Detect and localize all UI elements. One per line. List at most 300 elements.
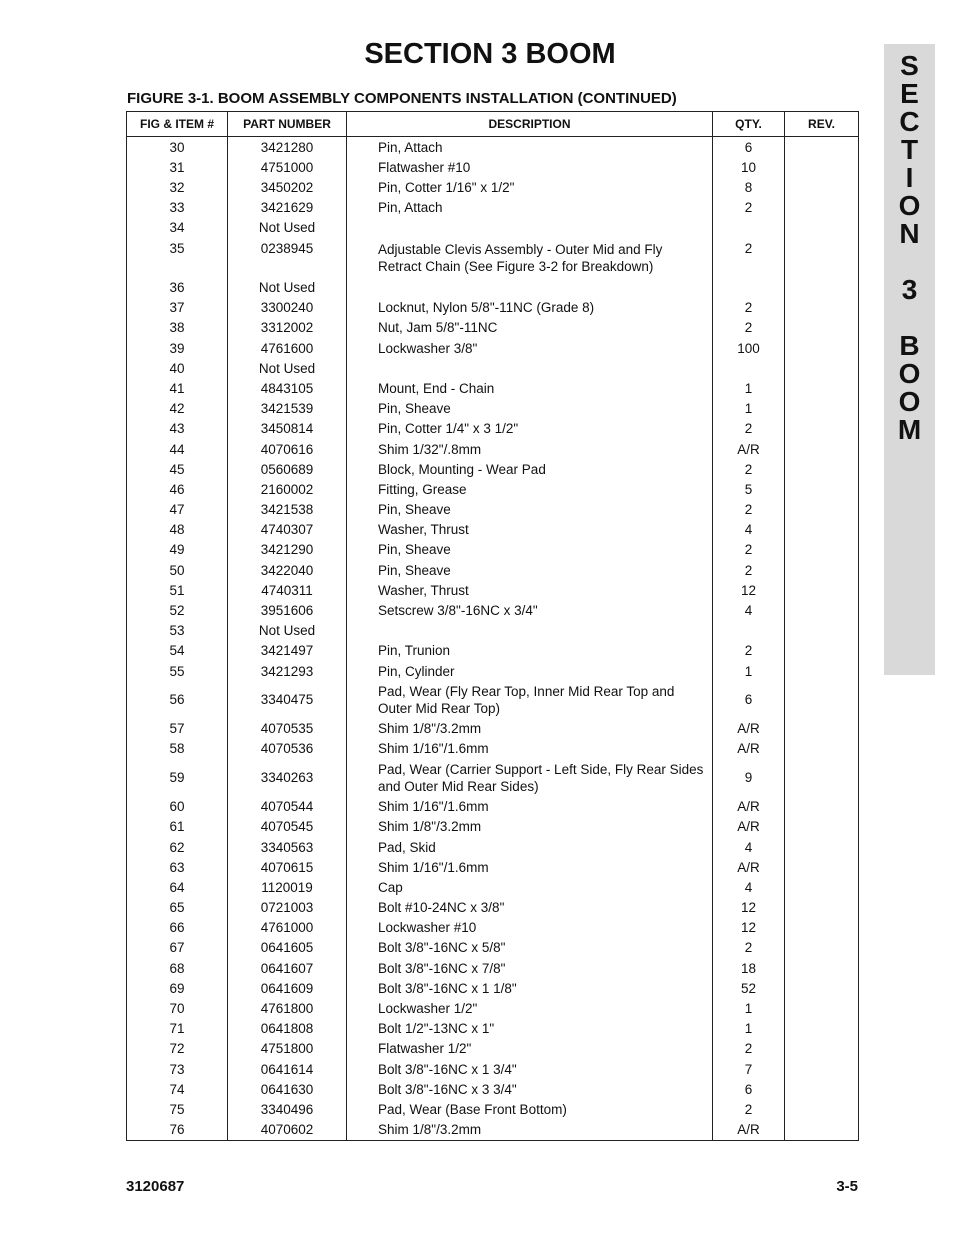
side-tab-letter: C — [899, 106, 920, 137]
rev-cell — [785, 157, 859, 177]
description-cell: Bolt 3/8"-16NC x 1 3/4" — [347, 1059, 713, 1079]
footer-page-number: 3-5 — [836, 1178, 858, 1195]
table-row — [127, 1059, 859, 1079]
rev-cell — [785, 520, 859, 540]
table-row — [127, 399, 859, 419]
description-cell: Shim 1/8"/3.2mm — [347, 1120, 713, 1141]
rev-cell — [785, 1059, 859, 1079]
table-row — [127, 500, 859, 520]
qty-cell: 2 — [713, 938, 785, 958]
item-cell: 42 — [127, 399, 228, 419]
description-cell: Lockwasher 3/8" — [347, 338, 713, 358]
qty-cell: 2 — [713, 540, 785, 560]
rev-cell — [785, 318, 859, 338]
description-cell — [347, 277, 713, 297]
table-header-row — [127, 112, 859, 137]
table-row — [127, 520, 859, 540]
description-cell: Bolt 3/8"-16NC x 3 3/4" — [347, 1079, 713, 1099]
table-row — [127, 998, 859, 1018]
qty-cell: 2 — [713, 1039, 785, 1059]
table-row — [127, 439, 859, 459]
description-cell: Bolt 1/2"-13NC x 1" — [347, 1019, 713, 1039]
description-cell: Pin, Sheave — [347, 540, 713, 560]
rev-cell — [785, 560, 859, 580]
qty-cell: 12 — [713, 918, 785, 938]
part-number-cell: 3340475 — [228, 681, 347, 719]
qty-cell: 2 — [713, 318, 785, 338]
item-cell: 35 — [127, 238, 228, 278]
table-row — [127, 1039, 859, 1059]
description-cell: Pin, Sheave — [347, 399, 713, 419]
qty-cell: A/R — [713, 817, 785, 837]
rev-cell — [785, 338, 859, 358]
side-tab-letter: O — [898, 190, 921, 221]
rev-cell — [785, 479, 859, 499]
qty-cell: 5 — [713, 479, 785, 499]
description-cell: Pin, Attach — [347, 137, 713, 158]
qty-cell: 2 — [713, 1099, 785, 1119]
item-cell: 30 — [127, 137, 228, 158]
qty-cell: 2 — [713, 500, 785, 520]
footer-doc-number: 3120687 — [126, 1178, 185, 1195]
column-header-item: FIG & ITEM # — [127, 112, 228, 137]
item-cell: 36 — [127, 277, 228, 297]
rev-cell — [785, 439, 859, 459]
side-tab-letter: 3 — [901, 274, 918, 305]
qty-cell: 2 — [713, 298, 785, 318]
item-cell: 46 — [127, 479, 228, 499]
description-cell: Shim 1/8"/3.2mm — [347, 719, 713, 739]
description-cell: Washer, Thrust — [347, 580, 713, 600]
description-cell: Bolt 3/8"-16NC x 1 1/8" — [347, 978, 713, 998]
table-row — [127, 198, 859, 218]
description-cell: Pad, Wear (Base Front Bottom) — [347, 1099, 713, 1119]
part-number-cell: 3421280 — [228, 137, 347, 158]
table-row — [127, 641, 859, 661]
table-row — [127, 580, 859, 600]
rev-cell — [785, 500, 859, 520]
rev-cell — [785, 198, 859, 218]
description-cell: Lockwasher #10 — [347, 918, 713, 938]
item-cell: 38 — [127, 318, 228, 338]
item-cell: 64 — [127, 877, 228, 897]
rev-cell — [785, 817, 859, 837]
rev-cell — [785, 739, 859, 759]
item-cell: 76 — [127, 1120, 228, 1141]
qty-cell: 1 — [713, 661, 785, 681]
description-cell: Pad, Wear (Carrier Support - Left Side, Fly Rear Sides and Outer Mid Rear Sides) — [347, 759, 713, 797]
side-tab-letter: E — [900, 78, 919, 109]
part-number-cell: 4843105 — [228, 378, 347, 398]
qty-cell: A/R — [713, 797, 785, 817]
item-cell: 56 — [127, 681, 228, 719]
item-cell: 51 — [127, 580, 228, 600]
rev-cell — [785, 978, 859, 998]
qty-cell: A/R — [713, 719, 785, 739]
table-row — [127, 600, 859, 620]
item-cell: 69 — [127, 978, 228, 998]
part-number-cell: 0641607 — [228, 958, 347, 978]
rev-cell — [785, 759, 859, 797]
table-row — [127, 719, 859, 739]
item-cell: 41 — [127, 378, 228, 398]
item-cell: 68 — [127, 958, 228, 978]
description-cell: Pad, Skid — [347, 837, 713, 857]
qty-cell: 2 — [713, 641, 785, 661]
table-row — [127, 1120, 859, 1141]
item-cell: 59 — [127, 759, 228, 797]
part-number-cell: 3421293 — [228, 661, 347, 681]
part-number-cell: 0641605 — [228, 938, 347, 958]
item-cell: 72 — [127, 1039, 228, 1059]
table-row — [127, 1079, 859, 1099]
table-row — [127, 958, 859, 978]
rev-cell — [785, 797, 859, 817]
part-number-cell: Not Used — [228, 277, 347, 297]
part-number-cell: Not Used — [228, 358, 347, 378]
item-cell: 48 — [127, 520, 228, 540]
parts-table — [126, 111, 859, 1141]
part-number-cell: 0238945 — [228, 238, 347, 278]
rev-cell — [785, 958, 859, 978]
qty-cell: 8 — [713, 177, 785, 197]
table-row — [127, 661, 859, 681]
side-tab-letter: T — [900, 134, 919, 165]
part-number-cell: 3450202 — [228, 177, 347, 197]
qty-cell: 4 — [713, 877, 785, 897]
part-number-cell: 0721003 — [228, 898, 347, 918]
description-cell: Nut, Jam 5/8"-11NC — [347, 318, 713, 338]
qty-cell: 6 — [713, 681, 785, 719]
side-tab-letter: M — [897, 414, 922, 445]
qty-cell: 18 — [713, 958, 785, 978]
qty-cell: 2 — [713, 560, 785, 580]
rev-cell — [785, 998, 859, 1018]
table-row — [127, 479, 859, 499]
rev-cell — [785, 137, 859, 158]
qty-cell: 4 — [713, 600, 785, 620]
qty-cell: A/R — [713, 439, 785, 459]
description-cell: Fitting, Grease — [347, 479, 713, 499]
part-number-cell: 3421629 — [228, 198, 347, 218]
description-cell — [347, 621, 713, 641]
rev-cell — [785, 661, 859, 681]
rev-cell — [785, 1019, 859, 1039]
part-number-cell: 3422040 — [228, 560, 347, 580]
table-row — [127, 918, 859, 938]
item-cell: 53 — [127, 621, 228, 641]
description-cell: Pin, Cylinder — [347, 661, 713, 681]
item-cell: 62 — [127, 837, 228, 857]
part-number-cell: 3300240 — [228, 298, 347, 318]
table-row — [127, 419, 859, 439]
table-row — [127, 157, 859, 177]
part-number-cell: 3951606 — [228, 600, 347, 620]
item-cell: 60 — [127, 797, 228, 817]
rev-cell — [785, 419, 859, 439]
rev-cell — [785, 238, 859, 278]
table-row — [127, 978, 859, 998]
part-number-cell: 4070544 — [228, 797, 347, 817]
qty-cell — [713, 218, 785, 238]
rev-cell — [785, 1099, 859, 1119]
qty-cell: A/R — [713, 857, 785, 877]
item-cell: 55 — [127, 661, 228, 681]
qty-cell — [713, 358, 785, 378]
item-cell: 61 — [127, 817, 228, 837]
rev-cell — [785, 177, 859, 197]
side-tab-letters — [884, 52, 935, 444]
table-row — [127, 797, 859, 817]
part-number-cell: 4740311 — [228, 580, 347, 600]
rev-cell — [785, 459, 859, 479]
part-number-cell: 0641630 — [228, 1079, 347, 1099]
item-cell: 74 — [127, 1079, 228, 1099]
description-cell: Pin, Attach — [347, 198, 713, 218]
qty-cell: A/R — [713, 739, 785, 759]
qty-cell: 6 — [713, 137, 785, 158]
qty-cell: 1 — [713, 998, 785, 1018]
item-cell: 32 — [127, 177, 228, 197]
parts-table-body — [127, 137, 859, 1141]
item-cell: 58 — [127, 739, 228, 759]
item-cell: 54 — [127, 641, 228, 661]
table-row — [127, 817, 859, 837]
rev-cell — [785, 277, 859, 297]
item-cell: 71 — [127, 1019, 228, 1039]
part-number-cell: 1120019 — [228, 877, 347, 897]
table-row — [127, 358, 859, 378]
item-cell: 66 — [127, 918, 228, 938]
table-row — [127, 938, 859, 958]
item-cell: 39 — [127, 338, 228, 358]
table-row — [127, 560, 859, 580]
rev-cell — [785, 1079, 859, 1099]
rev-cell — [785, 621, 859, 641]
part-number-cell: 4070615 — [228, 857, 347, 877]
item-cell: 57 — [127, 719, 228, 739]
table-row — [127, 378, 859, 398]
description-cell: Block, Mounting - Wear Pad — [347, 459, 713, 479]
rev-cell — [785, 540, 859, 560]
description-cell — [347, 218, 713, 238]
side-tab-letter: O — [898, 358, 921, 389]
table-row — [127, 137, 859, 158]
description-cell: Washer, Thrust — [347, 520, 713, 540]
part-number-cell: 3421539 — [228, 399, 347, 419]
part-number-cell: 4070535 — [228, 719, 347, 739]
qty-cell: 7 — [713, 1059, 785, 1079]
column-header-description: DESCRIPTION — [347, 112, 713, 137]
description-cell: Lockwasher 1/2" — [347, 998, 713, 1018]
qty-cell: 1 — [713, 1019, 785, 1039]
qty-cell — [713, 621, 785, 641]
description-cell: Flatwasher 1/2" — [347, 1039, 713, 1059]
rev-cell — [785, 681, 859, 719]
item-cell: 31 — [127, 157, 228, 177]
side-tab-letter: I — [905, 162, 914, 193]
table-row — [127, 338, 859, 358]
part-number-cell: 4761600 — [228, 338, 347, 358]
part-number-cell: 4070602 — [228, 1120, 347, 1141]
column-header-qty: QTY. — [713, 112, 785, 137]
part-number-cell: 2160002 — [228, 479, 347, 499]
item-cell: 44 — [127, 439, 228, 459]
item-cell: 34 — [127, 218, 228, 238]
qty-cell: 4 — [713, 520, 785, 540]
description-cell: Shim 1/32"/.8mm — [347, 439, 713, 459]
description-cell: Shim 1/8"/3.2mm — [347, 817, 713, 837]
description-cell: Pin, Sheave — [347, 560, 713, 580]
table-row — [127, 277, 859, 297]
side-tab-letter — [884, 248, 935, 276]
description-cell: Setscrew 3/8"-16NC x 3/4" — [347, 600, 713, 620]
description-cell: Bolt 3/8"-16NC x 7/8" — [347, 958, 713, 978]
part-number-cell: 3421290 — [228, 540, 347, 560]
description-cell: Pin, Cotter 1/4" x 3 1/2" — [347, 419, 713, 439]
side-tab-letter: B — [899, 330, 920, 361]
rev-cell — [785, 218, 859, 238]
part-number-cell: 0641614 — [228, 1059, 347, 1079]
table-row — [127, 540, 859, 560]
item-cell: 63 — [127, 857, 228, 877]
rev-cell — [785, 399, 859, 419]
table-row — [127, 877, 859, 897]
description-cell: Flatwasher #10 — [347, 157, 713, 177]
item-cell: 50 — [127, 560, 228, 580]
item-cell: 43 — [127, 419, 228, 439]
rev-cell — [785, 938, 859, 958]
item-cell: 47 — [127, 500, 228, 520]
part-number-cell: 3340496 — [228, 1099, 347, 1119]
item-cell: 52 — [127, 600, 228, 620]
description-cell: Pad, Wear (Fly Rear Top, Inner Mid Rear Top and Outer Mid Rear Top) — [347, 681, 713, 719]
part-number-cell: 0641808 — [228, 1019, 347, 1039]
rev-cell — [785, 898, 859, 918]
part-number-cell: 4740307 — [228, 520, 347, 540]
table-row — [127, 621, 859, 641]
item-cell: 49 — [127, 540, 228, 560]
description-cell: Pin, Cotter 1/16" x 1/2" — [347, 177, 713, 197]
side-tab-letter: O — [898, 386, 921, 417]
table-row — [127, 898, 859, 918]
qty-cell — [713, 277, 785, 297]
qty-cell: 2 — [713, 419, 785, 439]
description-cell: Shim 1/16"/1.6mm — [347, 739, 713, 759]
part-number-cell: 4761800 — [228, 998, 347, 1018]
table-row — [127, 218, 859, 238]
part-number-cell: 3312002 — [228, 318, 347, 338]
rev-cell — [785, 719, 859, 739]
qty-cell: 10 — [713, 157, 785, 177]
description-cell: Shim 1/16"/1.6mm — [347, 857, 713, 877]
part-number-cell: 3450814 — [228, 419, 347, 439]
qty-cell: 12 — [713, 580, 785, 600]
part-number-cell: 0560689 — [228, 459, 347, 479]
description-cell: Mount, End - Chain — [347, 378, 713, 398]
rev-cell — [785, 378, 859, 398]
table-row — [127, 459, 859, 479]
rev-cell — [785, 580, 859, 600]
description-cell: Shim 1/16"/1.6mm — [347, 797, 713, 817]
part-number-cell: Not Used — [228, 621, 347, 641]
part-number-cell: 4751800 — [228, 1039, 347, 1059]
part-number-cell: 3421497 — [228, 641, 347, 661]
rev-cell — [785, 358, 859, 378]
rev-cell — [785, 600, 859, 620]
rev-cell — [785, 1039, 859, 1059]
table-row — [127, 837, 859, 857]
qty-cell: 1 — [713, 399, 785, 419]
table-row — [127, 298, 859, 318]
description-cell: Locknut, Nylon 5/8"-11NC (Grade 8) — [347, 298, 713, 318]
rev-cell — [785, 877, 859, 897]
item-cell: 45 — [127, 459, 228, 479]
part-number-cell: 3421538 — [228, 500, 347, 520]
part-number-cell: 0641609 — [228, 978, 347, 998]
qty-cell: 4 — [713, 837, 785, 857]
description-cell: Pin, Trunion — [347, 641, 713, 661]
section-side-tab — [884, 44, 935, 675]
rev-cell — [785, 641, 859, 661]
qty-cell: 2 — [713, 238, 785, 278]
rev-cell — [785, 918, 859, 938]
part-number-cell: 4070536 — [228, 739, 347, 759]
rev-cell — [785, 837, 859, 857]
rev-cell — [785, 1120, 859, 1141]
qty-cell: 1 — [713, 378, 785, 398]
table-row — [127, 857, 859, 877]
part-number-cell: 3340563 — [228, 837, 347, 857]
part-number-cell: 4761000 — [228, 918, 347, 938]
item-cell: 73 — [127, 1059, 228, 1079]
table-row — [127, 681, 859, 719]
part-number-cell: 4070545 — [228, 817, 347, 837]
item-cell: 33 — [127, 198, 228, 218]
table-row — [127, 739, 859, 759]
figure-title: FIGURE 3-1. BOOM ASSEMBLY COMPONENTS INSTALLATION (CONTINUED) — [127, 90, 677, 107]
side-tab-letter: N — [899, 218, 920, 249]
part-number-cell: 3340263 — [228, 759, 347, 797]
description-cell: Bolt #10-24NC x 3/8" — [347, 898, 713, 918]
side-tab-letter — [884, 304, 935, 332]
table-row — [127, 759, 859, 797]
item-cell: 37 — [127, 298, 228, 318]
table-row — [127, 238, 859, 278]
qty-cell: 9 — [713, 759, 785, 797]
qty-cell: 12 — [713, 898, 785, 918]
item-cell: 67 — [127, 938, 228, 958]
part-number-cell: 4751000 — [228, 157, 347, 177]
part-number-cell: 4070616 — [228, 439, 347, 459]
description-cell: Pin, Sheave — [347, 500, 713, 520]
section-title: SECTION 3 BOOM — [364, 38, 616, 70]
qty-cell: 6 — [713, 1079, 785, 1099]
qty-cell: 2 — [713, 459, 785, 479]
item-cell: 75 — [127, 1099, 228, 1119]
side-tab-letter: S — [900, 50, 919, 81]
qty-cell: 100 — [713, 338, 785, 358]
qty-cell: 52 — [713, 978, 785, 998]
column-header-rev: REV. — [785, 112, 859, 137]
table-row — [127, 1099, 859, 1119]
qty-cell: A/R — [713, 1120, 785, 1141]
qty-cell: 2 — [713, 198, 785, 218]
rev-cell — [785, 857, 859, 877]
column-header-part-number: PART NUMBER — [228, 112, 347, 137]
rev-cell — [785, 298, 859, 318]
table-row — [127, 1019, 859, 1039]
